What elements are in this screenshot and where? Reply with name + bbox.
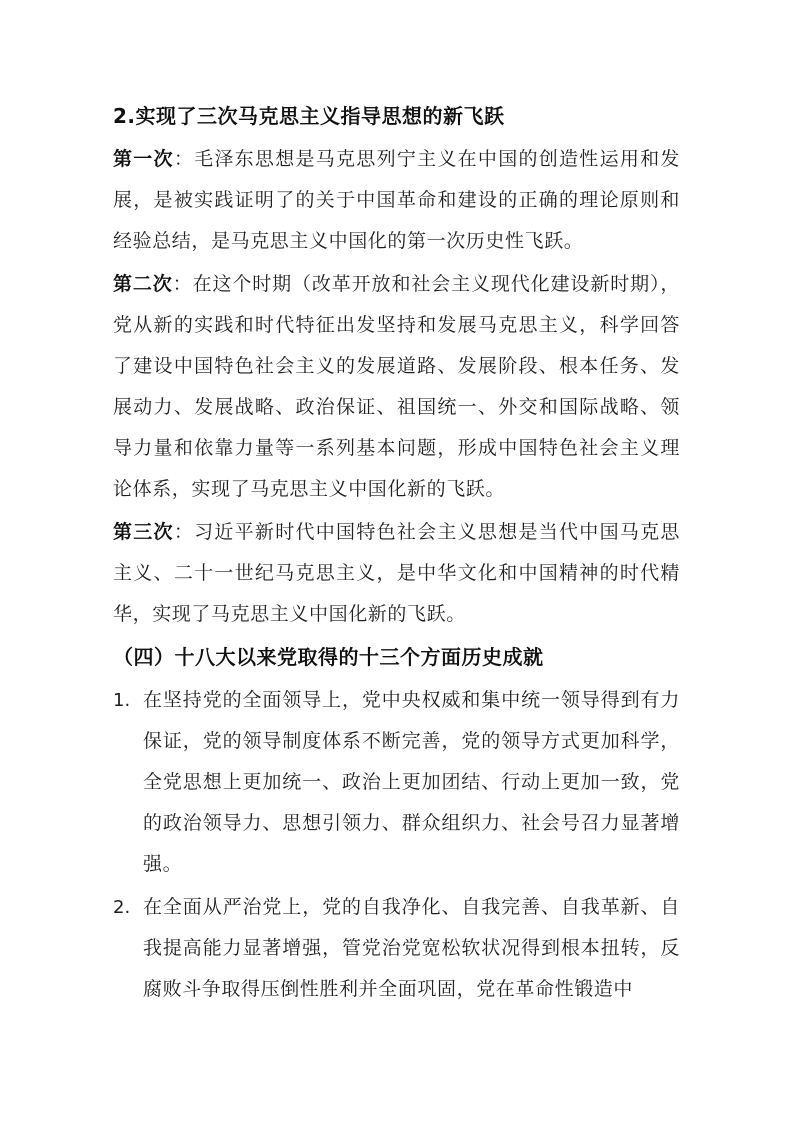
paragraph-second-leap <box>113 264 680 510</box>
list-item-number: 1. <box>113 690 131 711</box>
paragraph-label-third: 第三次 <box>113 521 174 543</box>
list-item <box>113 887 680 1010</box>
paragraph-colon: ： <box>173 148 195 170</box>
achievements-list <box>113 680 680 1010</box>
list-item <box>113 680 680 885</box>
document-content <box>113 96 680 1010</box>
paragraph-colon: ： <box>173 521 195 543</box>
paragraph-text: 在这个时期（改革开放和社会主义现代化建设新时期），党从新的实践和时代特征出发坚持和发展马克思主义，科学回答了建设中国特色社会主义的发展道路、发展阶段、根本任务、发展动力、发展战略、政治保证、祖国统一、外交和国际战略、领导力量和依靠力量等一系列基本问题，形成中国特色社会主义理论体系，实现了马克思主义中国化新的飞跃。 <box>113 273 680 500</box>
paragraph-third-leap <box>113 512 680 635</box>
paragraph-first-leap <box>113 139 680 262</box>
list-item-text: 在坚持党的全面领导上，党中央权威和集中统一领导得到有力保证，党的领导制度体系不断完善，党的领导方式更加科学，全党思想上更加统一、政治上更加团结、行动上更加一致，党的政治领导力、思想引领力、群众组织力、社会号召力显著增强。 <box>143 689 680 875</box>
section-heading: 2.实现了三次马克思主义指导思想的新飞跃 <box>113 104 505 128</box>
paragraph-label-first: 第一次 <box>113 148 174 170</box>
paragraph-label-second: 第二次 <box>113 273 173 295</box>
paragraph-text: 习近平新时代中国特色社会主义思想是当代中国马克思主义、二十一世纪马克思主义，是中华文化和中国精神的时代精华，实现了马克思主义中国化新的飞跃。 <box>113 521 680 625</box>
paragraph-text: 毛泽东思想是马克思列宁主义在中国的创造性运用和发展，是被实践证明了的关于中国革命和建设的正确的理论原则和经验总结，是马克思主义中国化的第一次历史性飞跃。 <box>113 148 680 252</box>
list-item-number: 2. <box>113 897 131 918</box>
subsection-heading: （四）十八大以来党取得的十三个方面历史成就 <box>113 645 544 669</box>
paragraph-colon: ： <box>172 273 193 295</box>
list-item-text: 在全面从严治党上，党的自我净化、自我完善、自我革新、自我提高能力显著增强，管党治党宽松软状况得到根本扭转，反腐败斗争取得压倒性胜利并全面巩固，党在革命性锻造中 <box>143 896 680 1000</box>
